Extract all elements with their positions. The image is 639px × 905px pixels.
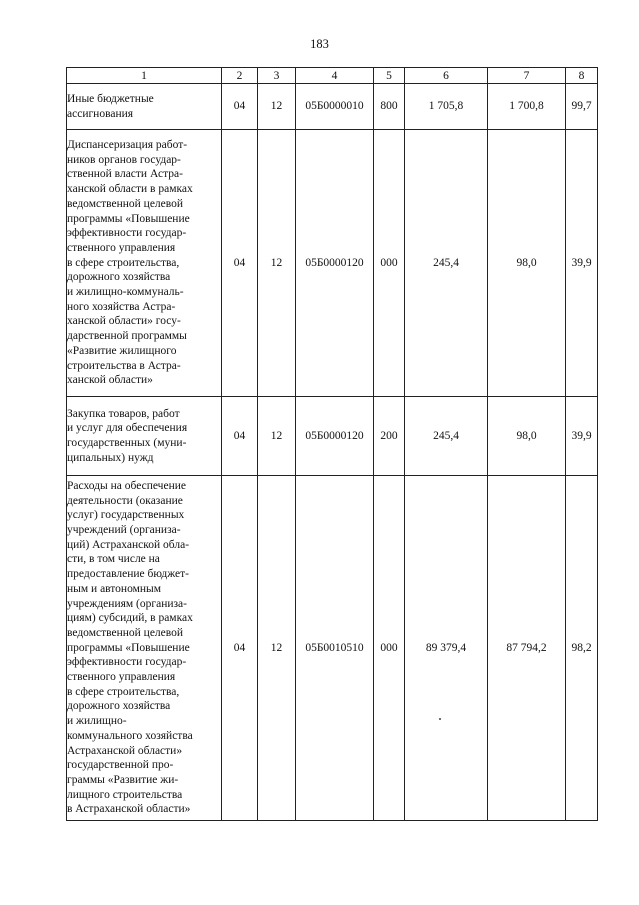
cell-section: 04: [222, 397, 258, 476]
cell-executed: 87 794,2: [488, 476, 566, 821]
cell-executed: 98,0: [488, 397, 566, 476]
row-name: Иные бюджетные ассигнования: [67, 84, 222, 130]
cell-target-article: 05Б0000120: [296, 397, 374, 476]
row-name: Расходы на обеспечение деятельности (оказание услуг) государственных учреждений (организа- ций) Астраханской обла- сти, в том числе на предоставление бюджет- ным и автономным учреждениям (организа- циям) субсидий, в рамках ведомственной целевой программы «Повышение эффективности государ- ственного управления в сфере строительства, дорожного хозяйства и жилищно- коммунального хозяйства Астраханской области» государственной про- граммы «Развитие жи- лищного строительства в Астраханской области»: [67, 476, 222, 821]
column-header: 8: [566, 68, 598, 84]
page-number: 183: [310, 37, 329, 51]
cell-section: 04: [222, 84, 258, 130]
cell-target-article: 05Б0000010: [296, 84, 374, 130]
cell-section: 04: [222, 476, 258, 821]
table-row: [67, 397, 598, 476]
row-name: Диспансеризация работ- ников органов государ- ственной власти Астра- ханской области в рамках ведомственной целевой программы «Повышение эффективности государ- ственного управления в сфере строительства, дорожного хозяйства и жилищно-коммуналь- ного хозяйства Астра- ханской области» госу- дарственной программы «Развитие жилищного строительства в Астра- ханской области»: [67, 130, 222, 397]
table-row: [67, 476, 598, 821]
cell-planned: 1 705,8: [405, 84, 488, 130]
row-name: Закупка товаров, работ и услуг для обеспечения государственных (муни- ципальных) нужд: [67, 397, 222, 476]
cell-subsection: 12: [258, 130, 296, 397]
cell-section: 04: [222, 130, 258, 397]
table-row: [67, 130, 598, 397]
column-header: 6: [405, 68, 488, 84]
cell-expense-type: 200: [374, 397, 405, 476]
budget-table: [66, 67, 598, 821]
cell-percent: 39,9: [566, 397, 598, 476]
column-header: 4: [296, 68, 374, 84]
table-row: [67, 84, 598, 130]
column-header: 1: [67, 68, 222, 84]
column-header: 2: [222, 68, 258, 84]
cell-executed: 1 700,8: [488, 84, 566, 130]
cell-percent: 99,7: [566, 84, 598, 130]
cell-subsection: 12: [258, 84, 296, 130]
cell-percent: 98,2: [566, 476, 598, 821]
cell-expense-type: 000: [374, 130, 405, 397]
cell-target-article: 05Б0000120: [296, 130, 374, 397]
scan-speck: [439, 718, 441, 720]
column-header: 3: [258, 68, 296, 84]
cell-executed: 98,0: [488, 130, 566, 397]
cell-percent: 39,9: [566, 130, 598, 397]
cell-target-article: 05Б0010510: [296, 476, 374, 821]
cell-planned: 245,4: [405, 130, 488, 397]
cell-planned: 89 379,4: [405, 476, 488, 821]
cell-planned: 245,4: [405, 397, 488, 476]
column-header: 5: [374, 68, 405, 84]
cell-expense-type: 000: [374, 476, 405, 821]
cell-expense-type: 800: [374, 84, 405, 130]
column-header: 7: [488, 68, 566, 84]
table-header-row: [67, 68, 598, 84]
cell-subsection: 12: [258, 397, 296, 476]
cell-subsection: 12: [258, 476, 296, 821]
